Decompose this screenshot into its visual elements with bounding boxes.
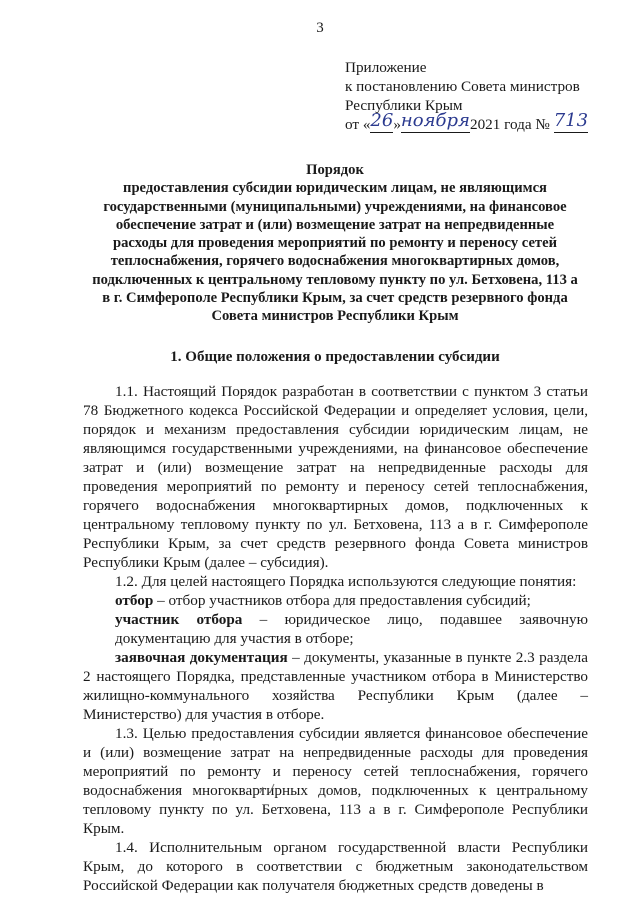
definition-term: отбор	[115, 592, 154, 609]
title-line: расходы для проведения мероприятий по ремонту и переносу сетей	[113, 235, 557, 252]
date-month-field	[400, 110, 470, 133]
definition-text: – юридическое лицо, подавшее заявочную документацию для участия в отборе;	[115, 611, 589, 647]
pen-mark	[258, 781, 278, 799]
page-number: 3	[316, 20, 324, 36]
appendix-block	[345, 58, 588, 134]
paragraph-1-1: 1.1. Настоящий Порядок разработан в соответствии с пунктом 3 статьи 78 Бюджетного кодекса Российской Федерации и определяет условия, цели, порядок и механизм предоставления субсидии юридическим лицам, не являющимся государственными учреждениями, на финансовое обеспечение затрат и (или) возмещение затрат на непредвиденные расходы для проведения мероприятий по ремонту и переносу сетей теплоснабжения, горячего водоснабжения многоквартирных домов, подключенных к центральному тепловому пункту по ул. Бетховена, 113 а в г. Симферополе Республики Крым, за счет средств резервного фонда Совета министров Республики Крым (далее – субсидия).	[83, 383, 588, 571]
definition-application-docs	[83, 648, 588, 724]
title-heading: Порядок	[306, 162, 364, 178]
definition-term: участник отбора	[115, 611, 243, 628]
date-prefix: от «	[345, 116, 371, 133]
definition-participant	[83, 610, 588, 648]
document-title	[85, 161, 585, 326]
title-line: предоставления субсидии юридическим лицам, не являющимся	[123, 180, 547, 197]
appendix-date-line	[345, 110, 589, 134]
title-line: в г. Симферополе Республики Крым, за счет средств резервного фонда	[102, 290, 568, 307]
date-day: 26	[370, 110, 394, 131]
title-line: Совета министров Республики Крым	[211, 308, 459, 325]
title-line: теплоснабжения, горячего водоснабжения многоквартирных домов,	[110, 253, 560, 270]
paragraph-1-3: 1.3. Целью предоставления субсидии является финансовое обеспечение и (или) возмещение затрат на непредвиденные расходы для проведения мероприятий по ремонту и переносу сетей теплоснабжения, горячего водоснабжения многоквартирных домов, подключенных к центральному тепловому пункту по ул. Бетховена, 113 а в г. Симферополе Республики Крым.	[83, 725, 588, 837]
date-day-field	[370, 110, 394, 133]
decree-number-field	[553, 110, 589, 133]
appendix-line-1: Приложение	[345, 59, 427, 76]
pen-mark-graphic	[258, 781, 278, 795]
date-month: ноября	[400, 110, 470, 131]
definition-text: – документы, указанные в пункте 2.3 раздела 2 настоящего Порядка, представленные участником отбора в Министерство жилищно-коммунального хозяйства Республики Крым (далее – Министерство) для участия в отборе.	[83, 649, 589, 723]
decree-number: 713	[553, 110, 589, 131]
appendix-line-2: к постановлению Совета министров	[345, 78, 580, 95]
paragraph-1-2: 1.2. Для целей настоящего Порядка используются следующие понятия:	[115, 573, 577, 590]
paragraph-1-4: 1.4. Исполнительным органом государственной власти Республики Крым, до которого в соответствии с бюджетным законодательством Российской Федерации как получателя бюджетных средств доведены в	[83, 839, 588, 894]
appendix-line-3: Республики Крым	[345, 97, 463, 114]
section-body	[83, 382, 588, 895]
title-line: государственными (муниципальными) учреждениями, на финансовое	[103, 198, 567, 215]
title-line: обеспечение затрат и (или) возмещение затрат на непредвиденные	[115, 216, 555, 233]
definition-text: – отбор участников отбора для предоставления субсидий;	[153, 592, 531, 609]
definition-selection	[83, 591, 588, 610]
section-heading: 1. Общие положения о предоставлении субсидии	[170, 349, 500, 365]
date-mid: »	[393, 116, 401, 133]
date-suffix: 2021 года №	[469, 116, 550, 133]
definition-term: заявочная документация	[115, 649, 288, 666]
title-line: подключенных к центральному тепловому пункту по ул. Бетховена, 113 а	[92, 271, 578, 288]
